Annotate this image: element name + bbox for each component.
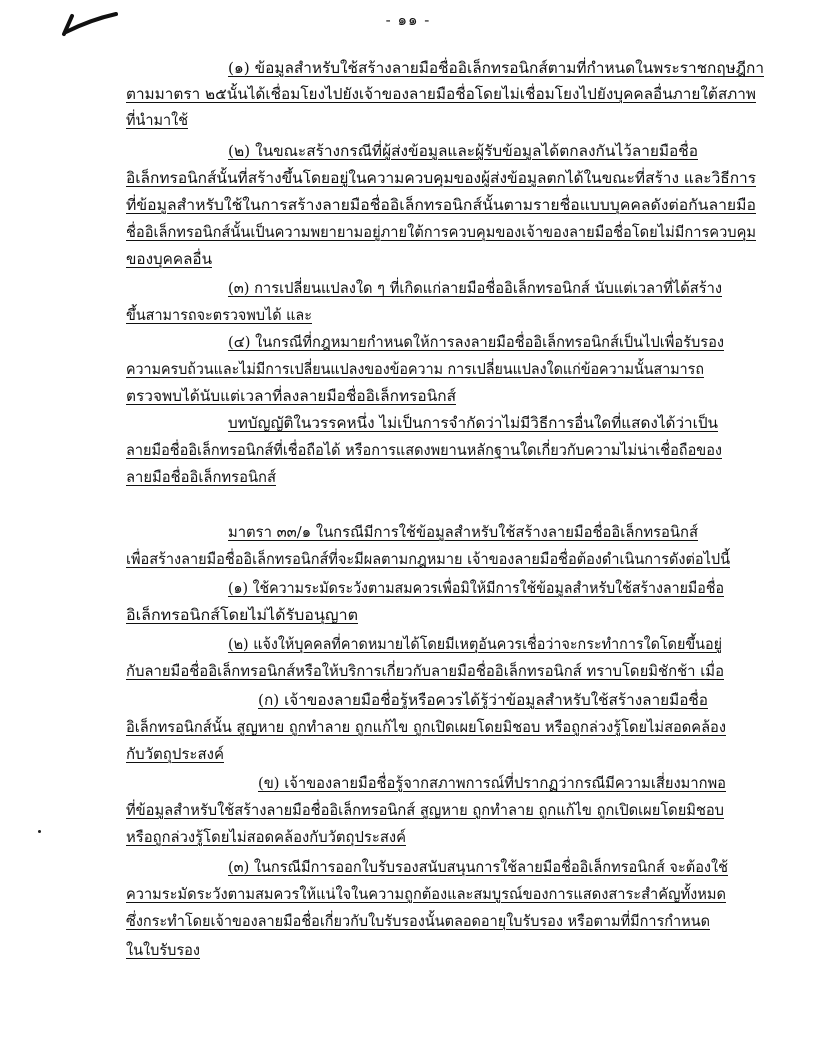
text-line: อิเล็กทรอนิกส์นั้น สูญหาย ถูกทำลาย ถูกแก้ไข ถูกเปิดเผยโดยมิชอบ หรือถูกล่วงรู้โดยไม่สอดคล้อง — [126, 718, 726, 736]
text-line: (๔) ในกรณีที่กฎหมายกำหนดให้การลงลายมือชื่ออิเล็กทรอนิกส์เป็นไปเพื่อรับรอง — [228, 333, 724, 351]
text-line: ที่ข้อมูลสำหรับใช้สร้างลายมือชื่ออิเล็กทรอนิกส์ สูญหาย ถูกทำลาย ถูกแก้ไข ถูกเปิดเผยโดยมิชอบ — [126, 801, 724, 819]
text-line: ตามมาตรา ๒๕นั้นได้เชื่อมโยงไปยังเจ้าของลายมือชื่อโดยไม่เชื่อมโยงไปยังบุคคลอื่นภายใต้สภาพ — [126, 85, 756, 103]
text-line: ซึ่งกระทำโดยเจ้าของลายมือชื่อเกี่ยวกับใบรับรองนั้นตลอดอายุใบรับรอง หรือตามที่มีการกำหนด — [126, 912, 710, 930]
text-line: อิเล็กทรอนิกส์นั้นที่สร้างขึ้นโดยอยู่ในความควบคุมของผู้ส่งข้อมูลตกได้ในขณะที่สร้าง และวิธีการ — [126, 169, 756, 187]
text-line: ในใบรับรอง — [126, 941, 200, 959]
text-line: ตรวจพบได้นับแต่เวลาที่ลงลายมือชื่ออิเล็กทรอนิกส์ — [126, 387, 456, 405]
text-line: ที่นำมาใช้ — [126, 111, 188, 129]
text-line: ชื่ออิเล็กทรอนิกส์นั้นเป็นความพยายามอยู่ภายใต้การควบคุมของเจ้าของลายมือชื่อโดยไม่มีการควบคุม — [126, 223, 756, 241]
text-line: กับลายมือชื่ออิเล็กทรอนิกส์หรือให้บริการเกี่ยวกับลายมือชื่ออิเล็กทรอนิกส์ ทราบโดยมิชักช้า เมื่อ — [126, 662, 724, 680]
text-line: มาตรา ๓๓/๑ ในกรณีมีการใช้ข้อมูลสำหรับใช้สร้างลายมือชื่ออิเล็กทรอนิกส์ — [228, 523, 698, 541]
stray-mark — [38, 830, 41, 833]
text-line: (๓) การเปลี่ยนแปลงใด ๆ ที่เกิดแก่ลายมือชื่ออิเล็กทรอนิกส์ นับแต่เวลาที่ได้สร้าง — [228, 279, 722, 297]
text-line: (ก) เจ้าของลายมือชื่อรู้หรือควรได้รู้ว่าข้อมูลสำหรับใช้สร้างลายมือชื่อ — [258, 691, 708, 709]
text-line: ของบุคคลอื่น — [126, 250, 212, 268]
text-line: บทบัญญัติในวรรคหนึ่ง ไม่เป็นการจำกัดว่าไม่มีวิธีการอื่นใดที่แสดงได้ว่าเป็น — [228, 414, 718, 432]
text-line: กับวัตถุประสงค์ — [126, 745, 224, 763]
text-line: (๓) ในกรณีมีการออกใบรับรองสนับสนุนการใช้ลายมือชื่ออิเล็กทรอนิกส์ จะต้องใช้ — [228, 858, 728, 876]
page-number: - ๑๑ - — [385, 11, 431, 29]
text-line: ขึ้นสามารถจะตรวจพบได้ และ — [126, 306, 312, 324]
text-line: ลายมือชื่ออิเล็กทรอนิกส์ที่เชื่อถือได้ หรือการแสดงพยานหลักฐานใดเกี่ยวกับความไม่น่าเชื่อถือของ — [126, 441, 722, 459]
text-line: ที่ข้อมูลสำหรับใช้ในการสร้างลายมือชื่ออิเล็กทรอนิกส์นั้นตามรายชื่อแบบบุคคลดังต่อกันลายมือ — [126, 196, 756, 214]
text-line: เพื่อสร้างลายมือชื่ออิเล็กทรอนิกส์ที่จะมีผลตามกฎหมาย เจ้าของลายมือชื่อต้องดำเนินการดังต่อไปนี้ — [126, 550, 730, 568]
text-line: อิเล็กทรอนิกส์โดยไม่ได้รับอนุญาต — [126, 606, 358, 624]
text-line: ความระมัดระวังตามสมควรให้แน่ใจในความถูกต้องและสมบูรณ์ของการแสดงสาระสำคัญทั้งหมด — [126, 885, 726, 903]
text-line: (ข) เจ้าของลายมือชื่อรู้จากสภาพการณ์ที่ปรากฏว่ากรณีมีความเสี่ยงมากพอ — [258, 774, 726, 792]
text-line: (๑) ข้อมูลสำหรับใช้สร้างลายมือชื่ออิเล็กทรอนิกส์ตามที่กำหนดในพระราชกฤษฎีกา — [228, 59, 764, 77]
text-line: (๑) ใช้ความระมัดระวังตามสมควรเพื่อมิให้มีการใช้ข้อมูลสำหรับใช้สร้างลายมือชื่อ — [228, 579, 724, 597]
text-line: (๒) แจ้งให้บุคคลที่คาดหมายได้โดยมีเหตุอันควรเชื่อว่าจะกระทำการใดโดยขึ้นอยู่ — [228, 635, 722, 653]
text-line: (๒) ในขณะสร้างกรณีที่ผู้ส่งข้อมูลและผู้รับข้อมูลได้ตกลงกันไว้ลายมือชื่อ — [228, 142, 698, 160]
text-line: ความครบถ้วนและไม่มีการเปลี่ยนแปลงของข้อความ การเปลี่ยนแปลงใดแก่ข้อความนั้นสามารถ — [126, 360, 704, 378]
text-line: หรือถูกล่วงรู้โดยไม่สอดคล้องกับวัตถุประสงค์ — [126, 828, 406, 846]
text-line: ลายมือชื่ออิเล็กทรอนิกส์ — [126, 468, 276, 486]
